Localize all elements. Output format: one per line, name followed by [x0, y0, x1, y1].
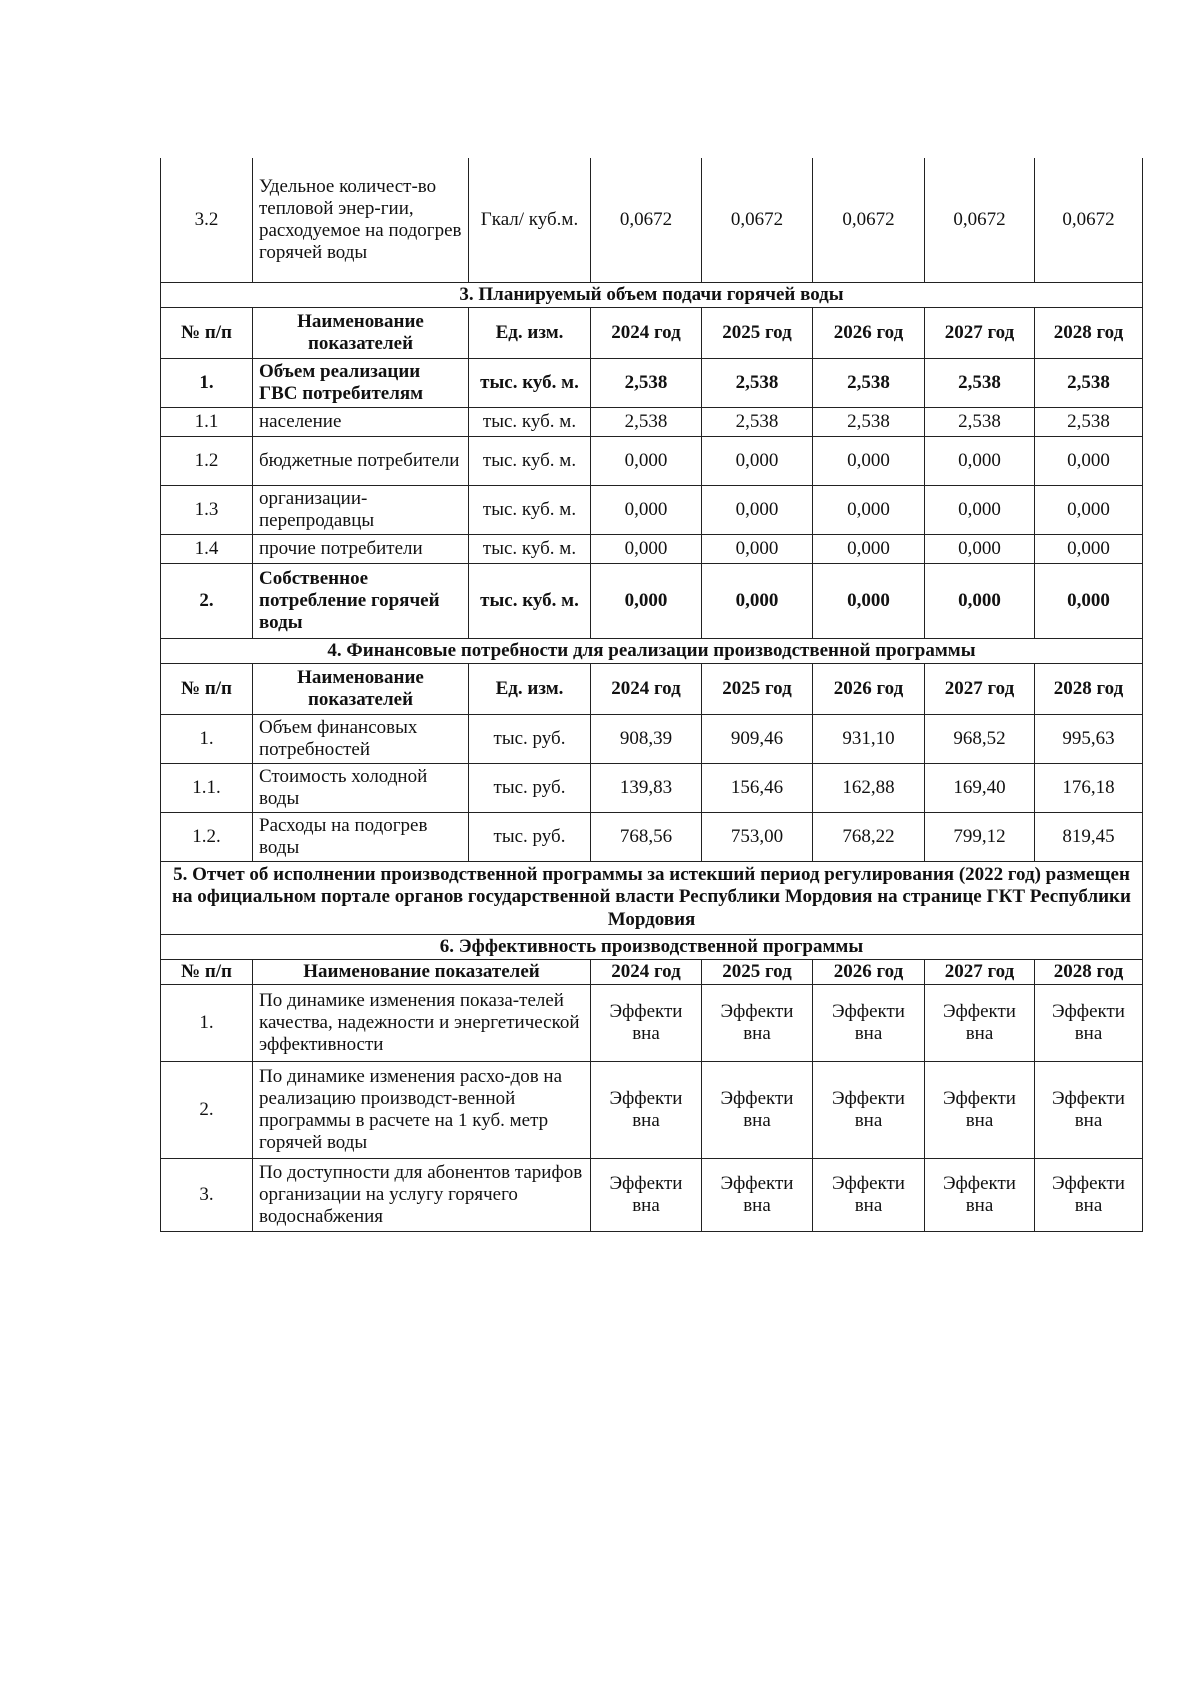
row-value: 2,538	[1035, 358, 1143, 407]
row-number: 1.1.	[161, 763, 253, 812]
header-year: 2028 год	[1035, 959, 1143, 984]
row-value: Эффекти вна	[813, 1061, 925, 1158]
row-number: 3.2	[161, 158, 253, 283]
row-number: 1.	[161, 358, 253, 407]
table-row	[161, 534, 1143, 563]
row-value: 968,52	[925, 714, 1035, 763]
header-year: 2026 год	[813, 307, 925, 358]
row-name: По динамике изменения расхо-дов на реализацию производст-венной программы в расчете на 1 куб. метр горячей воды	[253, 1061, 591, 1158]
row-value: 0,000	[1035, 534, 1143, 563]
row-value: 768,56	[591, 812, 702, 861]
header-year: 2024 год	[591, 307, 702, 358]
row-value: Эффекти вна	[591, 1158, 702, 1231]
row-value: Эффекти вна	[702, 984, 813, 1061]
row-number: 1.	[161, 984, 253, 1061]
row-name: бюджетные потребители	[253, 436, 469, 485]
header-year: 2024 год	[591, 959, 702, 984]
row-value: 0,0672	[1035, 158, 1143, 283]
row-number: 1.2.	[161, 812, 253, 861]
row-value: 0,000	[813, 485, 925, 534]
section-header	[161, 638, 1143, 663]
table-row	[161, 358, 1143, 407]
row-name: организации-перепродавцы	[253, 485, 469, 534]
header-year: 2027 год	[925, 663, 1035, 714]
row-value: 0,000	[702, 485, 813, 534]
row-value: 0,000	[702, 436, 813, 485]
regulation-table	[160, 158, 1143, 1232]
row-name: Объем реализации ГВС потребителям	[253, 358, 469, 407]
row-value: Эффекти вна	[813, 1158, 925, 1231]
row-value: Эффекти вна	[702, 1158, 813, 1231]
row-value: 0,000	[702, 563, 813, 638]
row-value: Эффекти вна	[925, 1061, 1035, 1158]
row-value: 2,538	[591, 358, 702, 407]
row-number: 2.	[161, 563, 253, 638]
header-name: Наименование показателей	[253, 959, 591, 984]
row-value: 2,538	[813, 407, 925, 436]
row-number: 1.4	[161, 534, 253, 563]
header-year: 2027 год	[925, 959, 1035, 984]
row-name: По доступности для абонентов тарифов организации на услугу горячего водоснабжения	[253, 1158, 591, 1231]
table-row	[161, 485, 1143, 534]
row-name: Стоимость холодной воды	[253, 763, 469, 812]
header-year: 2025 год	[702, 959, 813, 984]
row-value: 0,000	[925, 534, 1035, 563]
row-value: 0,0672	[591, 158, 702, 283]
row-value: 768,22	[813, 812, 925, 861]
row-value: 995,63	[1035, 714, 1143, 763]
table-row	[161, 1061, 1143, 1158]
row-value: 0,0672	[702, 158, 813, 283]
table-row	[161, 812, 1143, 861]
row-value: 2,538	[925, 358, 1035, 407]
row-unit: тыс. руб.	[469, 812, 591, 861]
section-header	[161, 861, 1143, 934]
row-name: прочие потребители	[253, 534, 469, 563]
row-number: 3.	[161, 1158, 253, 1231]
row-value: 0,000	[925, 563, 1035, 638]
row-number: 1.1	[161, 407, 253, 436]
row-value: 909,46	[702, 714, 813, 763]
header-year: 2025 год	[702, 663, 813, 714]
row-value: 0,000	[702, 534, 813, 563]
row-unit: тыс. куб. м.	[469, 563, 591, 638]
row-name: Расходы на подогрев воды	[253, 812, 469, 861]
row-value: 139,83	[591, 763, 702, 812]
row-value: Эффекти вна	[591, 1061, 702, 1158]
row-value: 162,88	[813, 763, 925, 812]
row-value: 169,40	[925, 763, 1035, 812]
row-value: Эффекти вна	[925, 984, 1035, 1061]
header-unit: Ед. изм.	[469, 663, 591, 714]
header-year: 2028 год	[1035, 663, 1143, 714]
row-value: Эффекти вна	[702, 1061, 813, 1158]
row-value: 0,000	[591, 534, 702, 563]
section-title: 5. Отчет об исполнении производственной программы за истекший период регулирования (2022 год) размещен на официальном портале органов государственной власти Республики Мордовия на странице ГКТ Республики Мордовия	[161, 861, 1143, 934]
table-row	[161, 436, 1143, 485]
row-value: 2,538	[702, 407, 813, 436]
header-year: 2026 год	[813, 959, 925, 984]
row-number: 1.	[161, 714, 253, 763]
row-value: Эффекти вна	[1035, 1158, 1143, 1231]
table-row	[161, 563, 1143, 638]
header-year: 2026 год	[813, 663, 925, 714]
header-num: № п/п	[161, 307, 253, 358]
row-value: 176,18	[1035, 763, 1143, 812]
row-value: 0,000	[1035, 563, 1143, 638]
row-value: Эффекти вна	[1035, 1061, 1143, 1158]
row-value: 0,000	[591, 563, 702, 638]
section-header	[161, 283, 1143, 308]
row-value: 156,46	[702, 763, 813, 812]
row-value: 0,000	[591, 485, 702, 534]
header-num: № п/п	[161, 959, 253, 984]
row-value: 931,10	[813, 714, 925, 763]
row-value: 2,538	[1035, 407, 1143, 436]
table-row	[161, 407, 1143, 436]
row-unit: тыс. куб. м.	[469, 358, 591, 407]
row-value: 0,0672	[813, 158, 925, 283]
section-title: 4. Финансовые потребности для реализации производственной программы	[161, 638, 1143, 663]
header-year: 2027 год	[925, 307, 1035, 358]
row-unit: тыс. куб. м.	[469, 485, 591, 534]
row-number: 2.	[161, 1061, 253, 1158]
column-header-row	[161, 959, 1143, 984]
row-unit: тыс. куб. м.	[469, 534, 591, 563]
header-name: Наименование показателей	[253, 307, 469, 358]
table-row	[161, 763, 1143, 812]
header-unit: Ед. изм.	[469, 307, 591, 358]
table-row	[161, 1158, 1143, 1231]
row-value: 908,39	[591, 714, 702, 763]
header-year: 2024 год	[591, 663, 702, 714]
row-value: 2,538	[925, 407, 1035, 436]
row-value: 799,12	[925, 812, 1035, 861]
row-value: 2,538	[813, 358, 925, 407]
section-header	[161, 935, 1143, 960]
column-header-row	[161, 663, 1143, 714]
column-header-row	[161, 307, 1143, 358]
row-name: население	[253, 407, 469, 436]
row-name: Удельное количест-во тепловой энер-гии, расходуемое на подогрев горячей воды	[253, 158, 469, 283]
row-value: 2,538	[702, 358, 813, 407]
row-value: 0,000	[1035, 485, 1143, 534]
row-value: 0,000	[591, 436, 702, 485]
table-row	[161, 158, 1143, 283]
row-value: 0,000	[925, 436, 1035, 485]
table-row	[161, 984, 1143, 1061]
row-value: 2,538	[591, 407, 702, 436]
row-value: 819,45	[1035, 812, 1143, 861]
row-name: По динамике изменения показа-телей качества, надежности и энергетической эффективности	[253, 984, 591, 1061]
table-row	[161, 714, 1143, 763]
header-year: 2028 год	[1035, 307, 1143, 358]
row-value: Эффекти вна	[813, 984, 925, 1061]
header-name: Наименование показателей	[253, 663, 469, 714]
row-unit: тыс. руб.	[469, 763, 591, 812]
row-value: 0,000	[1035, 436, 1143, 485]
row-unit: тыс. куб. м.	[469, 407, 591, 436]
header-year: 2025 год	[702, 307, 813, 358]
row-value: 753,00	[702, 812, 813, 861]
row-number: 1.2	[161, 436, 253, 485]
row-value: Эффекти вна	[925, 1158, 1035, 1231]
row-value: Эффекти вна	[1035, 984, 1143, 1061]
row-value: 0,000	[813, 563, 925, 638]
row-value: 0,000	[813, 436, 925, 485]
row-value: Эффекти вна	[591, 984, 702, 1061]
section-title: 3. Планируемый объем подачи горячей воды	[161, 283, 1143, 308]
row-unit: тыс. руб.	[469, 714, 591, 763]
row-value: 0,0672	[925, 158, 1035, 283]
row-number: 1.3	[161, 485, 253, 534]
row-unit: тыс. куб. м.	[469, 436, 591, 485]
row-value: 0,000	[813, 534, 925, 563]
row-name: Объем финансовых потребностей	[253, 714, 469, 763]
row-value: 0,000	[925, 485, 1035, 534]
header-num: № п/п	[161, 663, 253, 714]
row-name: Собственное потребление горячей воды	[253, 563, 469, 638]
row-unit: Гкал/ куб.м.	[469, 158, 591, 283]
section-title: 6. Эффективность производственной программы	[161, 935, 1143, 960]
